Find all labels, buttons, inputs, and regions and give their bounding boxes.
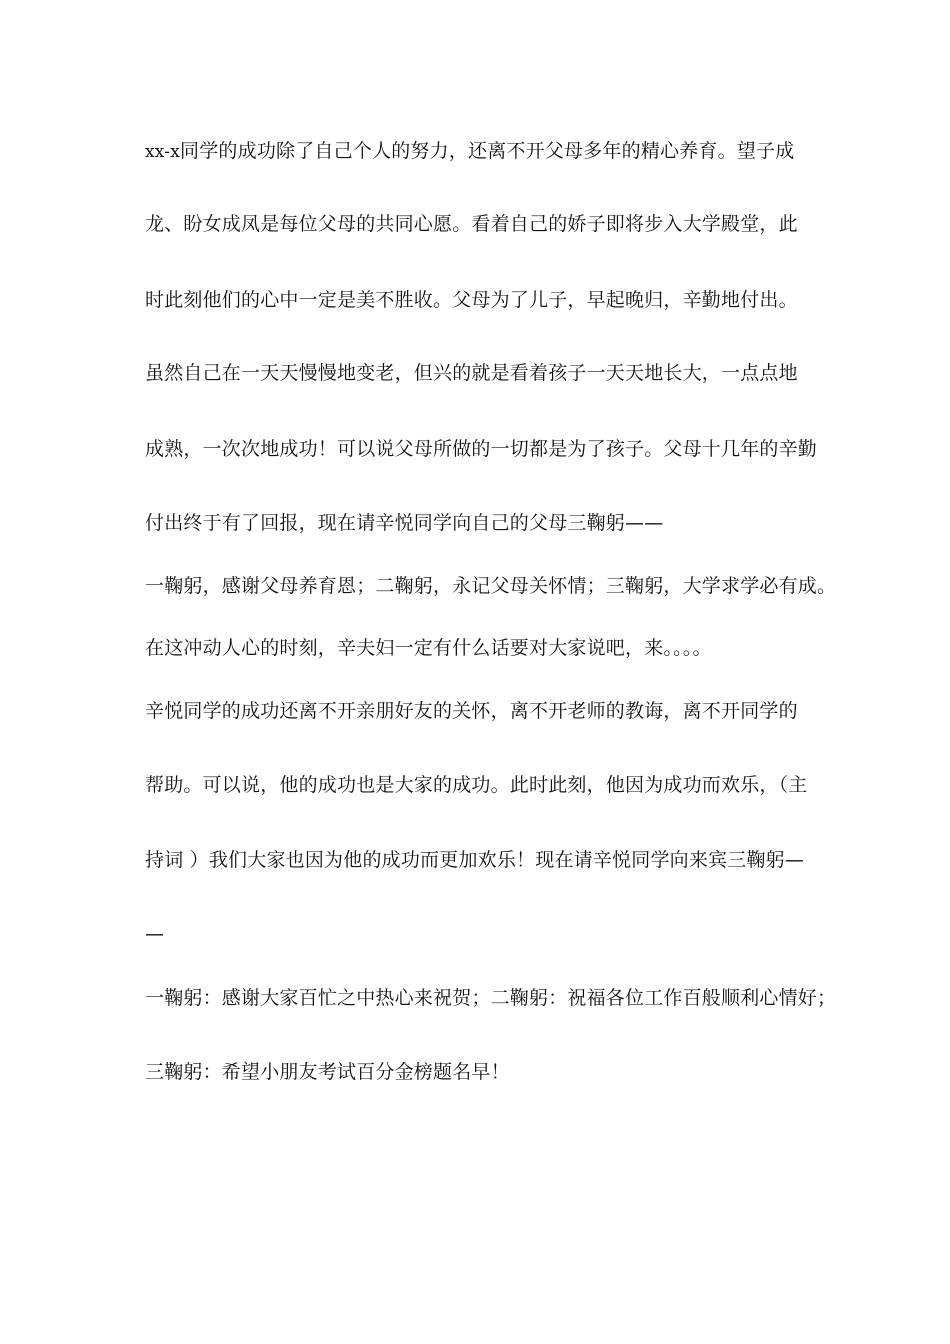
line-text: 虽然自己在一天天慢慢地变老，但兴的就是看着孩子一天天地长大，一点点地	[145, 362, 798, 384]
paragraph-line	[145, 921, 164, 947]
paragraph-line	[145, 360, 798, 386]
paragraph-line	[145, 287, 798, 313]
line-text: 一鞠躬：感谢大家百忙之中热心来祝贺；二鞠躬：祝福各位工作百般顺利心情好；	[145, 987, 837, 1009]
paragraph-line	[145, 635, 712, 661]
line-text: 帮助。可以说，他的成功也是大家的成功。此时此刻，他因为成功而欢乐，（主	[145, 774, 808, 796]
paragraph-line	[145, 698, 798, 724]
paragraph-line	[145, 1059, 510, 1085]
line-text: 成熟，一次次地成功！可以说父母所做的一切都是为了孩子。父母十几年的辛勤	[145, 438, 818, 460]
paragraph-line	[145, 847, 804, 873]
line-text: 三鞠躬：希望小朋友考试百分金榜题名早！	[145, 1061, 510, 1083]
paragraph-line	[145, 436, 817, 462]
line-text: 持词 ）我们大家也因为他的成功而更加欢乐！现在请辛悦同学向来宾三鞠躬—	[145, 849, 805, 871]
paragraph-line	[145, 138, 794, 165]
line-prefix: xx-x	[145, 142, 181, 162]
line-text: 龙、盼女成凤是每位父母的共同心愿。看着自己的娇子即将步入大学殿堂，此	[145, 213, 798, 235]
line-text: 付出终于有了回报，现在请辛悦同学向自己的父母三鞠躬——	[145, 512, 664, 534]
line-text: 同学的成功除了自己个人的努力，还离不开父母多年的精心养育。望子成	[180, 140, 795, 162]
line-text: 一鞠躬，感谢父母养育恩；二鞠躬，永记父母关怀情；三鞠躬，大学求学必有成。	[145, 575, 837, 597]
paragraph-line	[145, 985, 836, 1011]
paragraph-line	[145, 211, 798, 237]
paragraph-line	[145, 510, 663, 536]
paragraph-line	[145, 772, 808, 798]
line-text: 辛悦同学的成功还离不开亲朋好友的关怀，离不开老师的教诲，离不开同学的	[145, 700, 798, 722]
line-text: —	[145, 923, 165, 945]
line-text: 时此刻他们的心中一定是美不胜收。父母为了儿子，早起晚归，辛勤地付出。	[145, 289, 798, 311]
line-text: 在这冲动人心的时刻，辛夫妇一定有什么话要对大家说吧，来。。。。	[145, 637, 712, 659]
paragraph-line	[145, 573, 836, 599]
